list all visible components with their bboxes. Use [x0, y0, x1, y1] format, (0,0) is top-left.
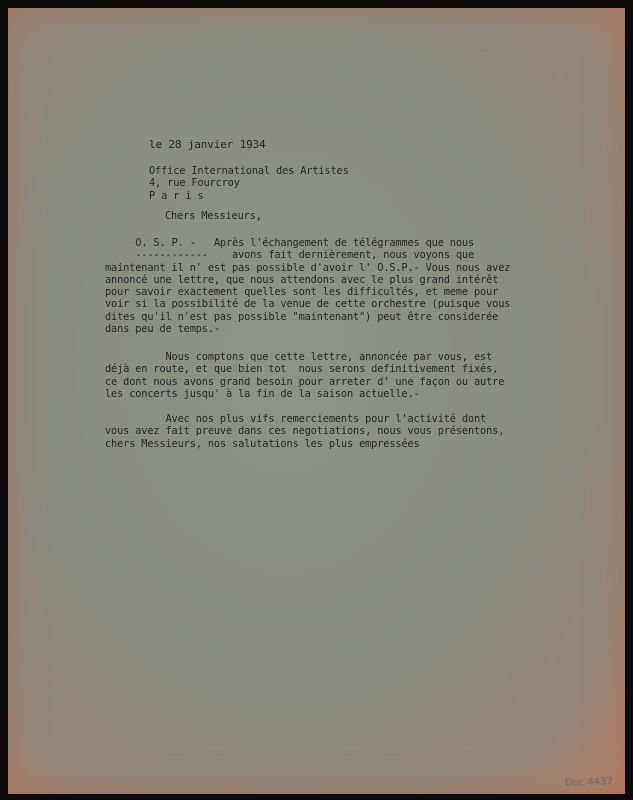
- paragraph-2: Nous comptons que cette lettre, annoncée par vous, est déjà en route, et que bien tot nous serons definitivement fixés, ce dont nous avons grand besoin pour arreter d' une façon ou autre les concerts jusqu' à la fin de la saison actuelle.-: [105, 351, 505, 400]
- paragraph-1: O. S. P. - Après l'échangement de télégrammes que nous ------------ avons fait dernièrement, nous voyons que maintenant il n' est pas possible d'avoir l' O.S.P.- Vous nous avez annoncé une lettre, que nous attendons avec le plus grand intérêt pour savoir exactement quelles sont les difficultés, et meme pour voir si la possibilité de la venue de cette orchestre (puisque vous dites qu'il n'est pas possible "maintenant") peut être considerée dans peu de temps.-: [105, 237, 511, 336]
- letter-page: [8, 8, 625, 794]
- salutation: Chers Messieurs,: [165, 210, 262, 222]
- recipient-address: Office International des Artistes 4, rue Fourcroy P a r i s: [149, 165, 349, 202]
- archive-mark: Doc 4437: [564, 776, 614, 789]
- paragraph-3: Avec nos plus vifs remerciements pour l'activité dont vous avez fait preuve dans ces negotiations, nous vous présentons, chers Messieurs, nos salutations les plus empressées: [105, 413, 505, 450]
- letter-date: le 28 janvier 1934: [149, 138, 266, 151]
